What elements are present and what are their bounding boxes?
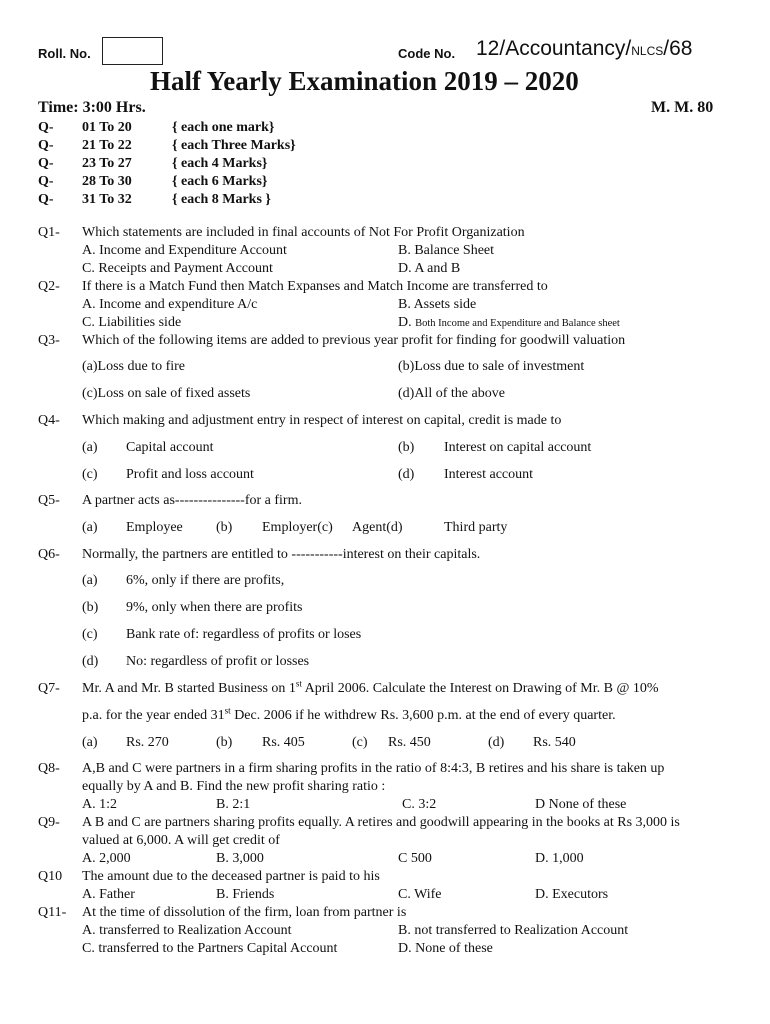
q7-text-part3: p.a. for the year ended 31 xyxy=(82,708,225,723)
paper-code-part3: /68 xyxy=(663,37,693,60)
question-text: A partner acts as---------------for a firm. xyxy=(82,493,302,508)
question-text-line2: valued at 6,000. A will get credit of xyxy=(82,833,280,848)
option-a: Capital account xyxy=(126,440,214,455)
option-a-label: (a) xyxy=(82,520,98,535)
paper-code-part2: NLCS xyxy=(631,44,664,58)
option-a: A. Income and Expenditure Account xyxy=(82,243,287,258)
max-marks: M. M. 80 xyxy=(651,99,714,116)
option-a: A. Father xyxy=(82,887,135,902)
question-number: Q5- xyxy=(38,493,60,508)
scheme-q: Q- xyxy=(38,174,54,189)
question-number: Q11- xyxy=(38,905,67,920)
option-b: B. not transferred to Realization Account xyxy=(398,923,629,938)
question-text-line1: A,B and C were partners in a firm sharing profits in the ratio of 8:4:3, B retires and his share is taken up xyxy=(82,761,665,776)
option-b-label: (b) xyxy=(216,520,233,535)
scheme-marks: { each 8 Marks } xyxy=(172,192,271,207)
scheme-range: 28 To 30 xyxy=(82,174,132,189)
option-b: B. Balance Sheet xyxy=(398,243,495,258)
question-number: Q10 xyxy=(38,869,63,884)
scheme-marks: { each 6 Marks} xyxy=(172,174,268,189)
option-a: A. 1:2 xyxy=(82,797,117,812)
option-b: B. 3,000 xyxy=(216,851,264,866)
option-a: A. transferred to Realization Account xyxy=(82,923,292,938)
question-text: Which making and adjustment entry in respect of interest on capital, credit is made to xyxy=(82,413,562,428)
code-label: Code No. xyxy=(398,46,456,61)
scheme-q: Q- xyxy=(38,156,54,171)
exam-title: Half Yearly Examination 2019 – 2020 xyxy=(150,66,579,96)
option-b: Employer(c) xyxy=(262,520,333,535)
question-number: Q8- xyxy=(38,761,60,776)
option-d xyxy=(398,315,620,331)
q7-text-part2: April 2006. Calculate the Interest on Drawing of Mr. B @ 10% xyxy=(301,681,659,696)
option-b: (b)Loss due to sale of investment xyxy=(398,359,585,374)
option-a: Employee xyxy=(126,520,183,535)
question-text: Which of the following items are added to previous year profit for finding for goodwill valuation xyxy=(82,333,626,348)
option-b: Interest on capital account xyxy=(444,440,592,455)
question-number: Q9- xyxy=(38,815,60,830)
option-d: No: regardless of profit or losses xyxy=(126,654,310,669)
option-a-label: (a) xyxy=(82,440,98,455)
option-d: D. 1,000 xyxy=(535,851,584,866)
scheme-marks: { each one mark} xyxy=(172,120,275,135)
scheme-range: 31 To 32 xyxy=(82,192,132,207)
option-b: B. Friends xyxy=(216,887,275,902)
option-c: Rs. 450 xyxy=(388,735,431,750)
q7-superscript-2: st xyxy=(224,705,231,716)
question-number: Q2- xyxy=(38,279,60,294)
option-b: B. 2:1 xyxy=(216,797,251,812)
option-d-label: (d) xyxy=(82,654,99,669)
question-text: Normally, the partners are entitled to -----------interest on their capitals. xyxy=(82,547,481,562)
option-a-label: (a) xyxy=(82,573,98,588)
question-text-line2: equally by A and B. Find the new profit sharing ratio : xyxy=(82,779,386,794)
option-d-text: Both Income and Expenditure and Balance sheet xyxy=(415,318,620,329)
option-a: A. Income and expenditure A/c xyxy=(82,297,258,312)
q7-text-part1: Mr. A and Mr. B started Business on 1 xyxy=(82,681,296,696)
question-number: Q6- xyxy=(38,547,60,562)
option-c: (c)Loss on sale of fixed assets xyxy=(82,386,251,401)
option-d-letter: D. xyxy=(398,315,412,330)
option-b-label: (b) xyxy=(398,440,415,455)
option-b-label: (b) xyxy=(82,600,99,615)
option-b: Rs. 405 xyxy=(262,735,305,750)
question-text-line2 xyxy=(82,705,616,724)
exam-time: Time: 3:00 Hrs. xyxy=(38,99,146,116)
option-a-label: (a) xyxy=(82,735,98,750)
option-d: (d)All of the above xyxy=(398,386,505,401)
question-number: Q1- xyxy=(38,225,60,240)
option-d: Interest account xyxy=(444,467,534,482)
option-c: C. Wife xyxy=(398,887,442,902)
question-text: The amount due to the deceased partner is paid to his xyxy=(82,869,380,884)
question-text-line1 xyxy=(82,678,659,697)
option-a: A. 2,000 xyxy=(82,851,131,866)
option-d: D. None of these xyxy=(398,941,493,956)
option-d: Third party xyxy=(444,520,508,535)
option-d: D. A and B xyxy=(398,261,461,276)
roll-number-box[interactable] xyxy=(102,37,163,65)
option-d-label: (d) xyxy=(398,467,415,482)
option-a: Rs. 270 xyxy=(126,735,169,750)
q7-text-part4: Dec. 2006 if he withdrew Rs. 3,600 p.m. at the end of every quarter. xyxy=(230,708,616,723)
scheme-range: 23 To 27 xyxy=(82,156,132,171)
question-text: Which statements are included in final accounts of Not For Profit Organization xyxy=(82,225,525,240)
q7-superscript-1: st xyxy=(295,678,302,689)
roll-number-label: Roll. No. xyxy=(38,46,91,61)
scheme-range: 01 To 20 xyxy=(82,120,132,135)
option-b: B. Assets side xyxy=(398,297,477,312)
option-a: 6%, only if there are profits, xyxy=(126,573,285,588)
scheme-q: Q- xyxy=(38,120,54,135)
option-c: C. transferred to the Partners Capital Account xyxy=(82,941,338,956)
option-b: 9%, only when there are profits xyxy=(126,600,303,615)
question-text: At the time of dissolution of the firm, loan from partner is xyxy=(82,905,407,920)
option-c-label: (c) xyxy=(82,467,98,482)
option-c: Agent(d) xyxy=(352,520,403,535)
scheme-q: Q- xyxy=(38,192,54,207)
scheme-range: 21 To 22 xyxy=(82,138,132,153)
option-d: Rs. 540 xyxy=(533,735,576,750)
option-c: C. 3:2 xyxy=(402,797,437,812)
scheme-marks: { each Three Marks} xyxy=(172,138,296,153)
option-c: C. Receipts and Payment Account xyxy=(82,261,273,276)
option-d: D. Executors xyxy=(535,887,609,902)
option-c: Bank rate of: regardless of profits or loses xyxy=(126,627,362,642)
paper-code-part1: 12/Accountancy/ xyxy=(476,37,632,60)
option-d: D None of these xyxy=(535,797,627,812)
option-c-label: (c) xyxy=(82,627,98,642)
scheme-q: Q- xyxy=(38,138,54,153)
option-c-label: (c) xyxy=(352,735,368,750)
scheme-marks: { each 4 Marks} xyxy=(172,156,268,171)
paper-code xyxy=(476,37,692,61)
question-number: Q7- xyxy=(38,681,60,696)
option-c: C 500 xyxy=(398,851,432,866)
question-number: Q3- xyxy=(38,333,60,348)
question-text: If there is a Match Fund then Match Expanses and Match Income are transferred to xyxy=(82,279,548,294)
option-c: C. Liabilities side xyxy=(82,315,182,330)
option-b-label: (b) xyxy=(216,735,233,750)
option-a: (a)Loss due to fire xyxy=(82,359,186,374)
question-text-line1: A B and C are partners sharing profits equally. A retires and goodwill appearing in the books at Rs 3,000 is xyxy=(82,815,680,830)
option-d-label: (d) xyxy=(488,735,505,750)
option-c: Profit and loss account xyxy=(126,467,254,482)
question-number: Q4- xyxy=(38,413,60,428)
